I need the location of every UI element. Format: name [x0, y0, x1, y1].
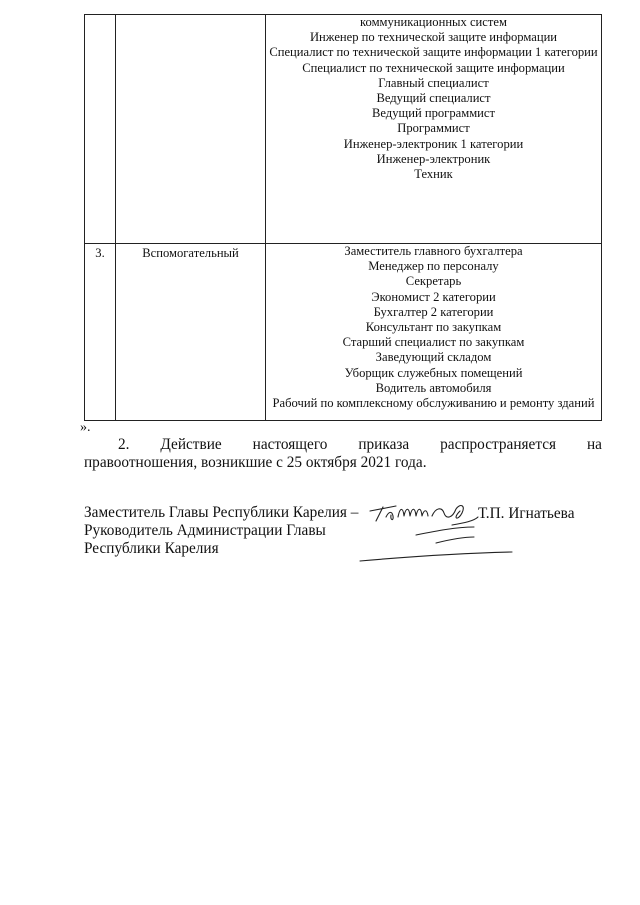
role-item: Программист	[397, 121, 470, 136]
role-item: Экономист 2 категории	[371, 289, 496, 304]
paragraph-word: Действие	[160, 436, 222, 453]
closing-quote: ».	[80, 420, 91, 435]
role-item: Заведующий складом	[375, 350, 492, 365]
role-item: Заместитель главного бухгалтера	[344, 244, 523, 258]
role-item: Менеджер по персоналу	[368, 259, 499, 274]
row-number-cell	[85, 15, 116, 244]
role-item: Водитель автомобиля	[375, 380, 492, 395]
roles-cell	[266, 15, 602, 244]
role-item: Ведущий специалист	[376, 91, 491, 106]
signer-title-line: Республики Карелия	[84, 540, 219, 557]
group-cell	[116, 15, 266, 244]
role-item: Специалист по технической защите информации 1 категории	[269, 45, 598, 60]
role-item: Старший специалист по закупкам	[342, 335, 525, 350]
role-item: Ведущий программист	[371, 106, 495, 121]
group-cell: Вспомогательный	[116, 244, 266, 421]
signer-title	[84, 504, 358, 558]
role-item: Специалист по технической защите информации	[302, 60, 565, 75]
signer-title-line: Руководитель Администрации Главы	[84, 522, 326, 539]
paragraph-word: настоящего	[252, 436, 328, 453]
signer-title-line: Заместитель Главы Республики Карелия –	[84, 504, 359, 521]
role-item: Бухгалтер 2 категории	[373, 304, 494, 319]
paragraph-word: на	[586, 436, 602, 453]
table-row	[85, 244, 602, 421]
paragraph-number: 2.	[118, 436, 130, 453]
role-item: Секретарь	[405, 274, 462, 289]
paragraph-word: распространяется	[440, 436, 557, 453]
paragraph-word: приказа	[358, 436, 410, 453]
role-item: Инженер-электроник	[376, 151, 491, 166]
role-item: Инженер по технической защите информации	[309, 30, 558, 45]
signer-name: Т.П. Игнатьева	[478, 505, 575, 522]
role-item: Консультант по закупкам	[365, 320, 502, 335]
positions-table	[84, 14, 602, 421]
role-item: Инженер-электроник 1 категории	[343, 136, 524, 151]
role-item: Рабочий по комплексному обслуживанию и ремонту зданий	[272, 396, 595, 411]
role-item: коммуникационных систем	[360, 15, 507, 29]
roles-cell	[266, 244, 602, 421]
paragraph-2	[84, 436, 602, 472]
role-item: Техник	[414, 167, 453, 182]
row-number-cell: 3.	[85, 244, 116, 421]
role-item: Уборщик служебных помещений	[344, 365, 523, 380]
table-row	[85, 15, 602, 244]
paragraph-2-line-1	[84, 436, 602, 454]
role-item: Главный специалист	[378, 75, 489, 90]
paragraph-2-line-2: правоотношения, возникшие с 25 октября 2021 года.	[84, 454, 427, 471]
